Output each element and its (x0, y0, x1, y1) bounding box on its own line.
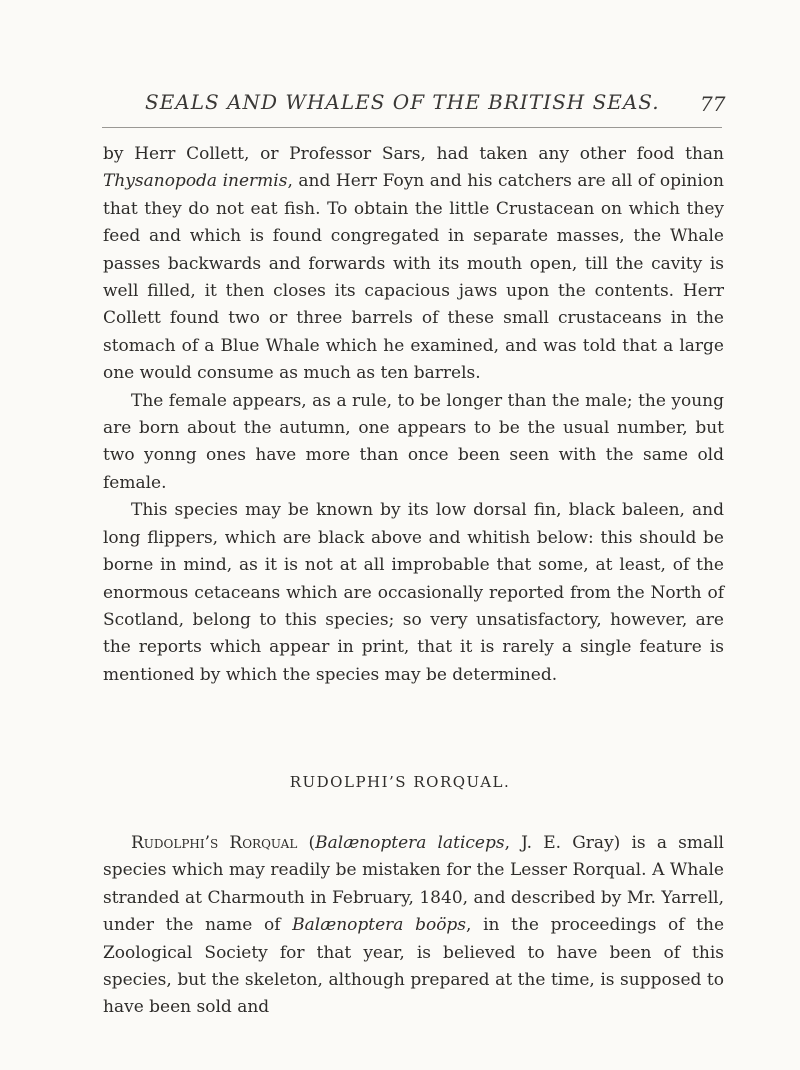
header-rule (102, 127, 722, 128)
paragraph-2: The female appears, as a rule, to be longer than the male; the young are born about the autumn, one appears to be the usual number, but two yonng ones have more than once been seen with the same old female. (103, 390, 724, 493)
section-heading: RUDOLPHI’S RORQUAL. (289, 773, 511, 791)
lead-small-caps: Rudolphi’s Rorqual (131, 833, 298, 853)
page-number: 77 (700, 92, 726, 116)
species-name-laticeps: Balænoptera laticeps (315, 833, 505, 853)
section-body-text (103, 830, 724, 1022)
species-name-boops: Balænoptera boöps (292, 915, 467, 936)
body-text (103, 141, 724, 689)
section-paragraph-part-e: , in the proceedings of the Zoological Society for that year, is believed to have been of this species, but the skeleton, although prepared at the time, is supposed to have been sold and (103, 915, 725, 1018)
paragraph-1-part-a: by Herr Collett, or Professor Sars, had taken any other food than (103, 144, 724, 164)
running-title: SEALS AND WHALES OF THE BRITISH SEAS. (145, 90, 660, 114)
paragraph-1-part-c: , and Herr Foyn and his catchers are all of opinion that they do not eat fish. To obtain the little Crustacean on which they feed and which is found congregated in separate masses, the Whale passes backwards and forwards with its mouth open, till the cavity is well filled, it then closes its capacious jaws upon the contents. Herr Collett found two or three barrels of these small crustaceans in the stomach of a Blue Whale which he examined, and was told that a large one would consume as much as ten barrels. (103, 171, 724, 384)
section-paragraph-1 (103, 830, 724, 1022)
species-name-thysanopoda: Thysanopoda inermis (103, 171, 288, 192)
paragraph-1 (103, 141, 724, 388)
paragraph-3: This species may be known by its low dorsal fin, black baleen, and long flippers, which are black above and whitish below: this should be borne in mind, as it is not at all improbable that some, at least, of the enormous cetaceans which are occasionally reported from the North of Scotland, belong to this species; so very unsatisfactory, however, are the reports which appear in print, that it is rarely a single feature is mentioned by which the species may be determined. (103, 500, 724, 685)
section-paragraph-part-a: ( (297, 833, 316, 853)
section-paragraph-part-c: , J. E. Gray) is a small species which may readily be mistaken for the Lesser Rorqual. A Whale stranded at Charmouth in February, 1840, and described by Mr. Yarrell, under the name of (103, 833, 724, 936)
